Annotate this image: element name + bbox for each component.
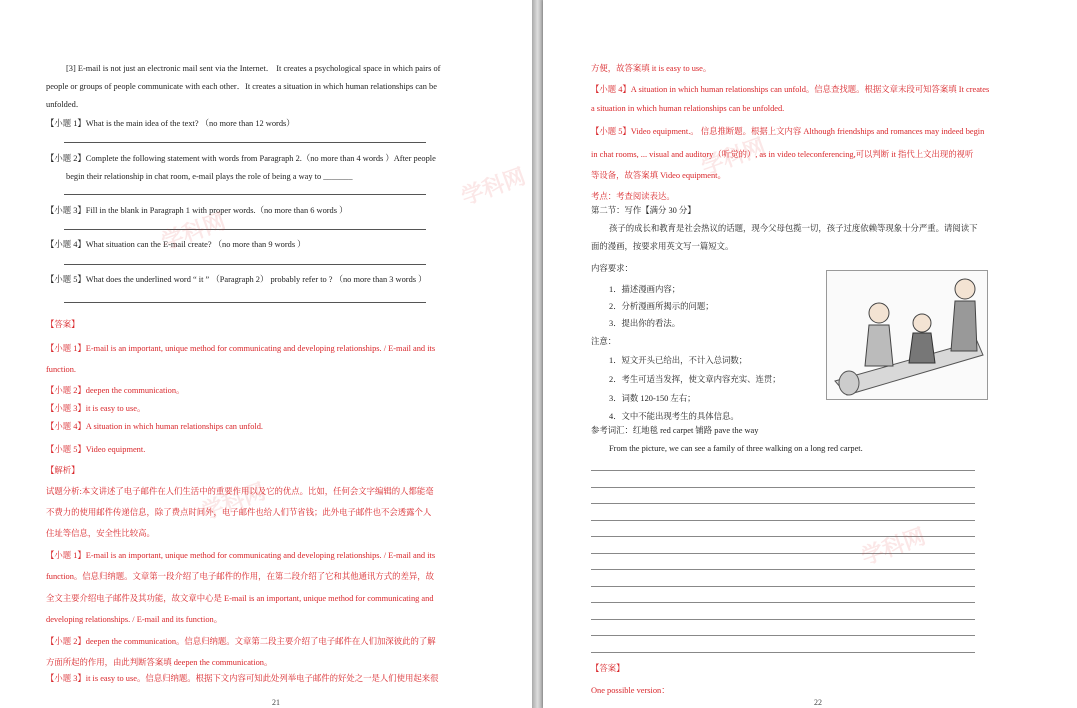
- left-text-line: 【小题 2】deepen the communication。: [46, 386, 185, 395]
- page-number-right: 22: [814, 698, 822, 707]
- right-text-line: 考点：考查阅读表达。: [591, 192, 675, 201]
- right-text-line: 3．词数 120-150 左右；: [609, 394, 696, 403]
- writing-line: [591, 635, 975, 636]
- left-text-line: 【小题 4】What situation can the E-mail create? （no more than 9 words ）: [46, 240, 306, 249]
- right-text-line: 孩子的成长和教育是社会热议的话题，现今父母包揽一切，孩子过度依赖等现象十分严重。请阅读下: [609, 224, 978, 233]
- watermark-text: 学科网: [858, 524, 929, 571]
- writing-line: [591, 586, 975, 587]
- left-text-line: 【小题 3】it is easy to use。信息归纳题。根据下文内容可知此处列举电子邮件的好处之一是人们使用起来很: [46, 674, 439, 683]
- answer-line: [64, 302, 426, 303]
- page-gutter: [532, 0, 543, 708]
- left-text-line: function.: [46, 365, 77, 374]
- right-text-line: 2．分析漫画所揭示的问题；: [609, 302, 714, 311]
- right-text-line: 【答案】: [591, 664, 625, 673]
- answer-line: [64, 264, 426, 265]
- left-text-line: 【小题 5】What does the underlined word “ it ” （Paragraph 2） probably refer to ? （no more than 3 words ）: [46, 275, 427, 284]
- right-text-line: 注意：: [591, 337, 617, 346]
- watermark-text: 学科网: [198, 479, 269, 526]
- right-text-line: 4．文中不能出现考生的具体信息。: [609, 412, 739, 421]
- left-text-line: 【小题 2】deepen the communication。信息归纳题。文章第二段主要介绍了电子邮件在人们加深彼此的了解: [46, 637, 436, 646]
- page-number-left: 21: [272, 698, 280, 707]
- left-text-line: [3] E-mail is not just an electronic mail sent via the Internet． It creates a psychological space in which pairs of: [66, 64, 441, 73]
- right-text-line: From the picture, we can see a family of three walking on a long red carpet.: [609, 444, 863, 453]
- watermark-text: 学科网: [458, 164, 529, 211]
- right-text-line: in chat rooms, ... visual and auditory（听觉的）, as in video teleconferencing,可以判断 it 指代上文出现的视听: [591, 150, 974, 159]
- left-text-line: 【小题 1】E-mail is an important, unique method for communicating and developing relationships. / E-mail and its: [46, 551, 436, 560]
- writing-line: [591, 652, 975, 653]
- right-text-line: 2．考生可适当发挥，使文章内容充实、连贯；: [609, 375, 781, 384]
- right-text-line: 面的漫画，按要求用英文写一篇短文。: [591, 242, 734, 251]
- answer-line: [64, 194, 426, 195]
- right-text-line: 等设备，故答案填 Video equipment。: [591, 171, 726, 180]
- left-text-line: 【小题 1】What is the main idea of the text? （no more than 12 words）: [46, 119, 295, 128]
- left-text-line: 【小题 4】A situation in which human relationships can unfold.: [46, 422, 264, 431]
- right-text-line: 【小题 4】A situation in which human relationships can unfold。信息查找题。根据文章末段可知答案填 It creates: [591, 85, 990, 94]
- left-text-line: begin their relationship in chat room, e-mail plays the role of being a way to _______: [66, 172, 353, 181]
- writing-line: [591, 470, 975, 471]
- left-text-line: 【答案】: [46, 320, 80, 329]
- right-text-line: One possible version：: [591, 686, 670, 695]
- right-text-line: 3．提出你的看法。: [609, 319, 681, 328]
- left-text-line: 【小题 3】Fill in the blank in Paragraph 1 with proper words.（no more than 6 words ）: [46, 206, 348, 215]
- cartoon-illustration: [826, 270, 988, 400]
- left-text-line: 【小题 1】E-mail is an important, unique method for communicating and developing relationships. / E-mail and its: [46, 344, 436, 353]
- answer-line: [64, 142, 426, 143]
- left-text-line: 【小题 3】it is easy to use。: [46, 404, 146, 413]
- right-text-line: 内容要求：: [591, 264, 633, 273]
- left-text-line: 方面所起的作用，由此判断答案填 deepen the communication。: [46, 658, 273, 667]
- right-text-line: 【小题 5】Video equipment.。 信息推断题。根据上文内容 Although friendships and romances may indeed begin: [591, 127, 985, 136]
- writing-line: [591, 602, 975, 603]
- left-text-line: 全文主要介绍电子邮件及其功能，故文章中心是 E-mail is an important, unique method for communicating and: [46, 594, 434, 603]
- left-text-line: people or groups of people communicate with each other．It creates a situation in which human relationships can be: [46, 82, 437, 91]
- left-text-line: 住址等信息，安全性比较高。: [46, 529, 155, 538]
- writing-line: [591, 487, 975, 488]
- left-text-line: 【小题 5】Video equipment.: [46, 445, 146, 454]
- left-text-line: 【小题 2】Complete the following statement with words from Paragraph 2.（no more than 4 words ）After people: [46, 154, 436, 163]
- right-text-line: 第二节：写作【满分 30 分】: [591, 206, 696, 215]
- left-text-line: function。信息归纳题。文章第一段介绍了电子邮件的作用，在第二段介绍了它和其他通讯方式的差异，故: [46, 572, 435, 581]
- writing-line: [591, 619, 975, 620]
- left-text-line: 试题分析:本文讲述了电子邮件在人们生活中的重要作用以及它的优点。比如，任何会文字编辑的人都能毫: [46, 487, 434, 496]
- left-text-line: developing relationships. / E-mail and its function。: [46, 615, 223, 624]
- writing-line: [591, 569, 975, 570]
- right-text-line: a situation in which human relationships can be unfolded.: [591, 104, 785, 113]
- left-text-line: 【解析】: [46, 466, 80, 475]
- left-text-line: 不费力的使用邮件传递信息，除了费点时间外，电子邮件也给人们节省钱；此外电子邮件也不会透露个人: [46, 508, 432, 517]
- right-text-line: 方便，故答案填 it is easy to use。: [591, 64, 712, 73]
- right-text-line: 1．短文开头已给出，不计入总词数；: [609, 356, 748, 365]
- watermark-text: 学科网: [158, 209, 229, 256]
- right-text-line: 1．描述漫画内容；: [609, 285, 681, 294]
- watermark-text: 学科网: [698, 134, 769, 181]
- writing-line: [591, 503, 975, 504]
- left-text-line: unfolded．: [46, 100, 85, 109]
- answer-line: [64, 229, 426, 230]
- right-text-line: 参考词汇：红地毯 red carpet 铺路 pave the way: [591, 426, 759, 435]
